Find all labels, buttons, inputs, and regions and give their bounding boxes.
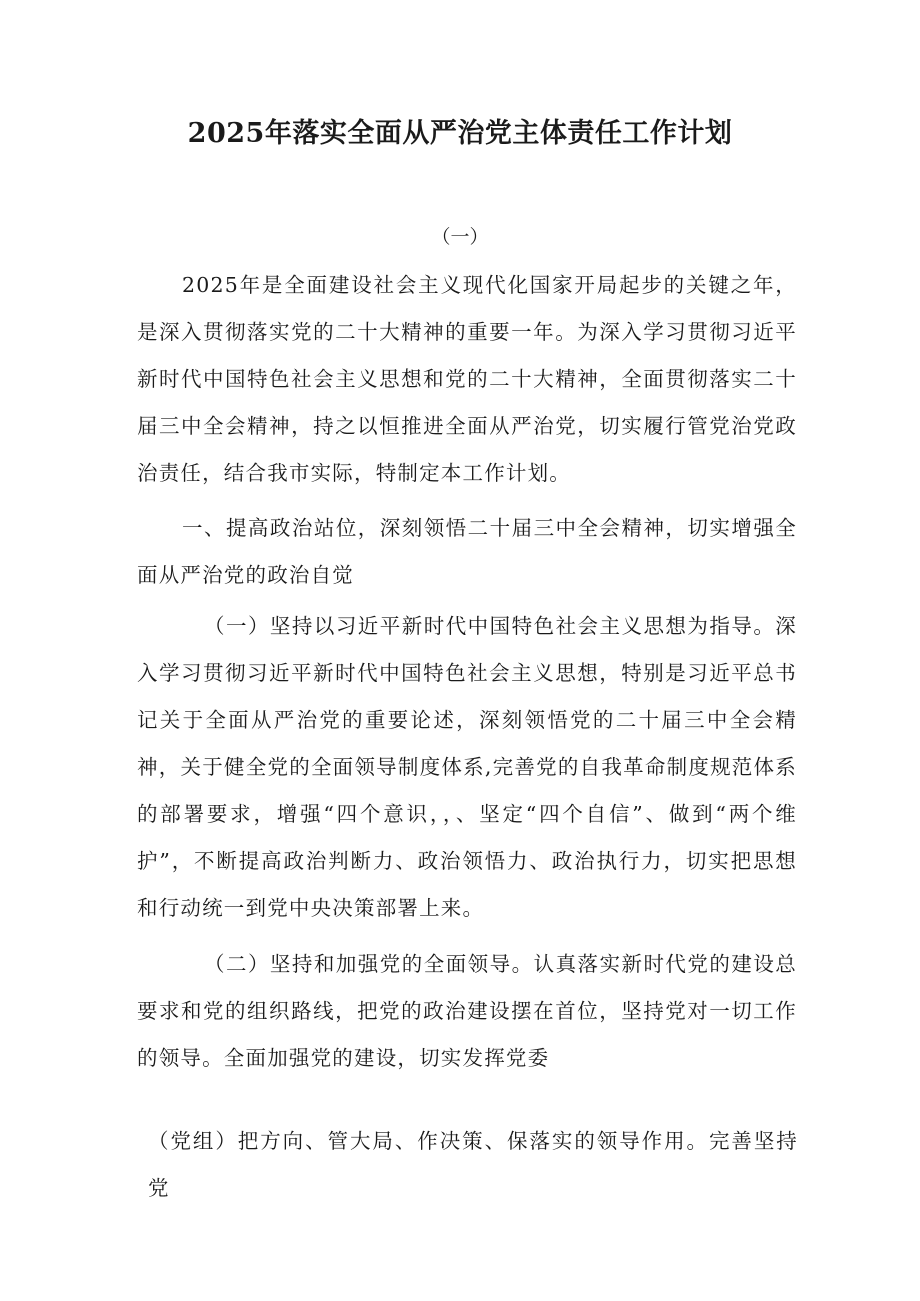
paragraph-continuation: （党组）把方向、管大局、作决策、保落实的领导作用。完善坚持党 bbox=[148, 1129, 798, 1200]
paragraph-intro: 2025年是全面建设社会主义现代化国家开局起步的关键之年，是深入贯彻落实党的二十大精神的重要一年。为深入学习贯彻习近平新时代中国特色社会主义思想和党的二十大精神，全面贯彻落实二十届三中全会精神，持之以恒推进全面从严治党，切实履行管党治党政治责任，结合我市实际，特制定本工作计划。 bbox=[137, 273, 797, 485]
document-title: 2025年落实全面从严治党主体责任工作计划 bbox=[187, 118, 733, 149]
paragraph-item-1: （一）坚持以习近平新时代中国特色社会主义思想为指导。深入学习贯彻习近平新时代中国特色社会主义思想，特别是习近平总书记关于全面从严治党的重要论述，深刻领悟党的二十届三中全会精神，关于健全党的全面领导制度体系,完善党的自我革命制度规范体系的部署要求，增强“四个意识，，、坚定“四个自信”、做到“两个维护”，不断提高政治判断力、政治领悟力、政治执行力，切实把思想和行动统一到党中央决策部署上来。 bbox=[137, 614, 797, 920]
paragraph-item-2: （二）坚持和加强党的全面领导。认真落实新时代党的建设总要求和党的组织路线，把党的政治建设摆在首位，坚持党对一切工作的领导。全面加强党的建设，切实发挥党委 bbox=[137, 952, 797, 1070]
section-number: （一） bbox=[431, 226, 489, 248]
paragraph-heading-1: 一、提高政治站位，深刻领悟二十届三中全会精神，切实增强全面从严治党的政治自觉 bbox=[137, 516, 797, 587]
